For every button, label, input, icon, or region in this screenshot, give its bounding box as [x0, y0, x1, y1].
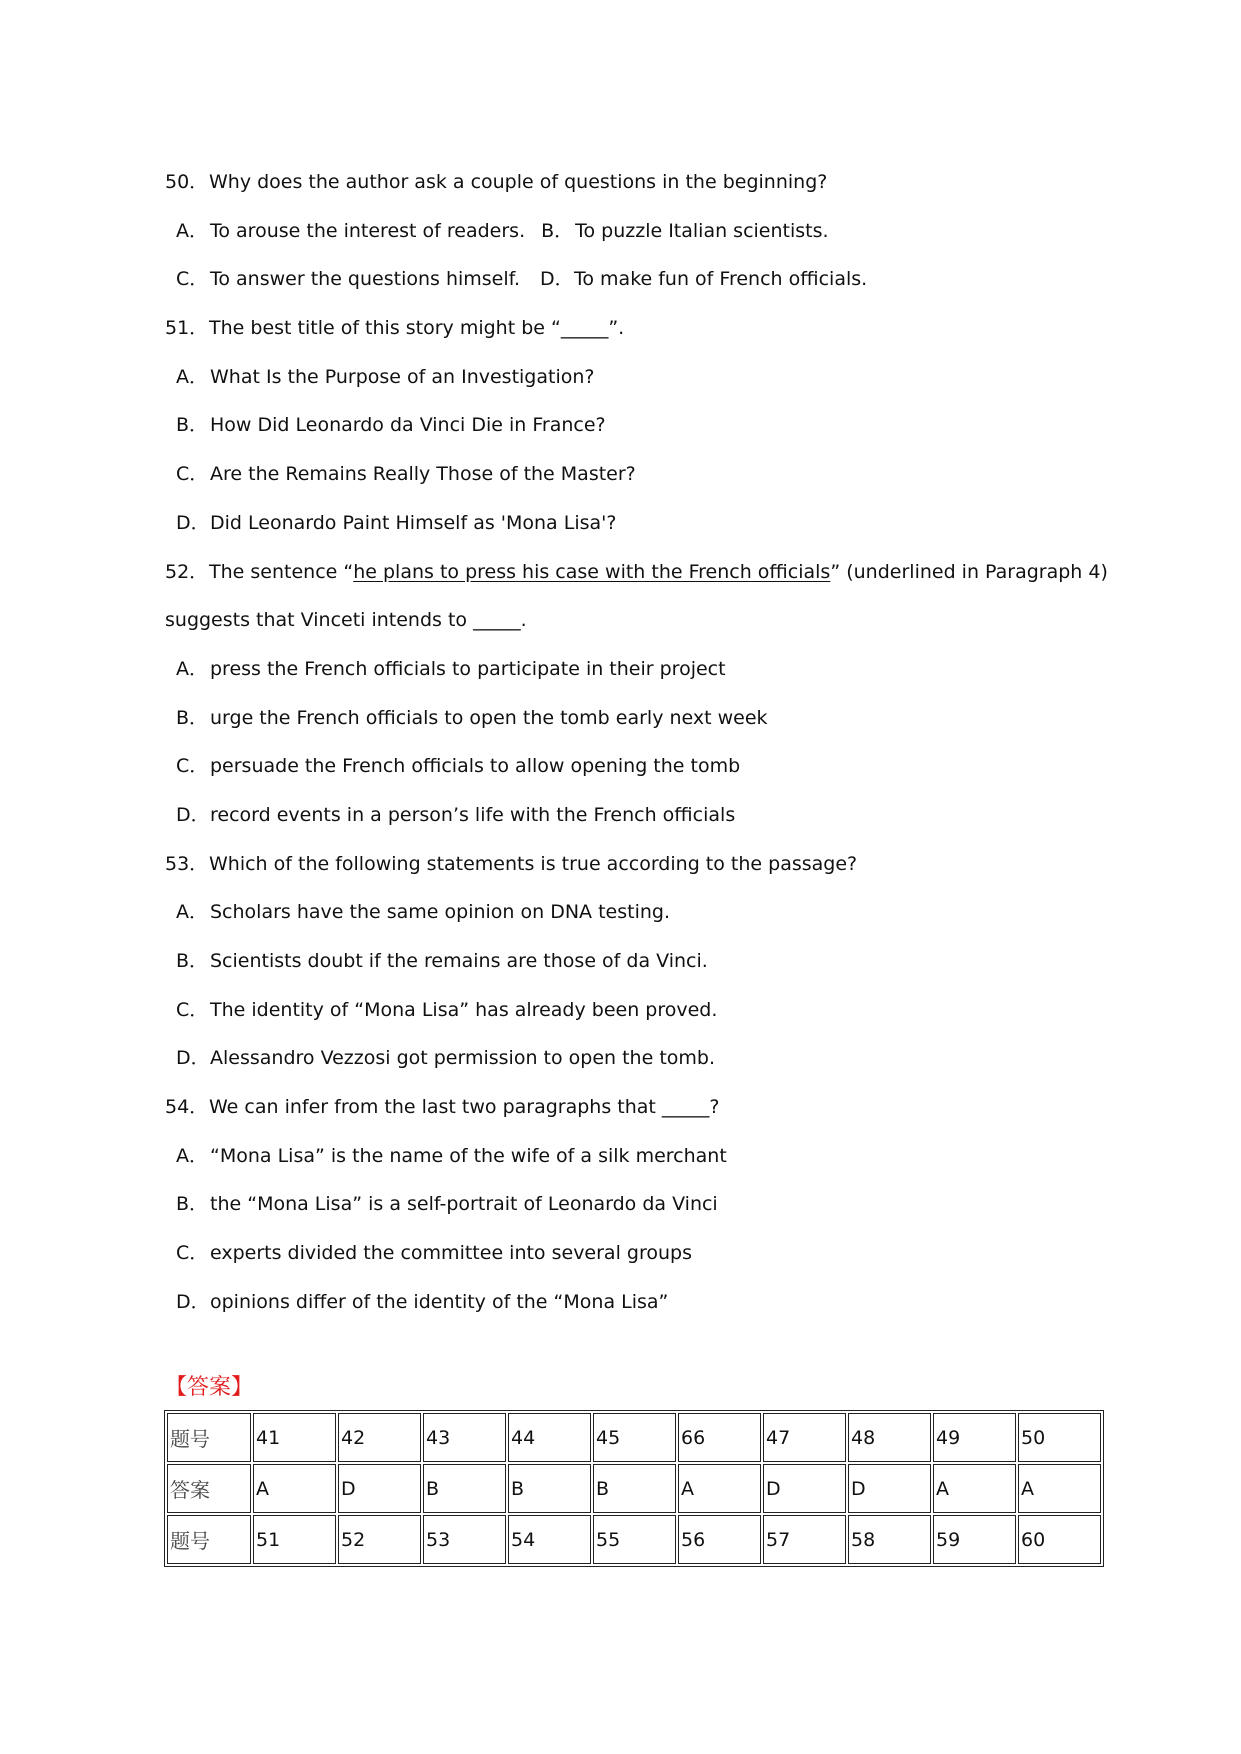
option-text: To puzzle Italian scientists.	[575, 219, 829, 242]
option-letter: C．	[176, 1242, 209, 1265]
answer-table-cell: 47	[763, 1413, 846, 1462]
question-number: 53．	[165, 852, 209, 875]
answer-table-cell: D	[763, 1464, 846, 1513]
option-letter: D．	[176, 803, 210, 826]
answer-table-cell: 50	[1018, 1413, 1101, 1462]
answer-table-cell: 45	[593, 1413, 676, 1462]
answer-table-cell: 53	[423, 1515, 506, 1564]
answer-table-cell: A	[933, 1464, 1016, 1513]
answer-table-row	[167, 1464, 1101, 1513]
answer-table-cell: 66	[678, 1413, 761, 1462]
option-text: What Is the Purpose of an Investigation?	[210, 365, 595, 388]
option-text: experts divided the committee into several groups	[210, 1242, 692, 1265]
option-text: Are the Remains Really Those of the Master?	[210, 463, 636, 486]
question-52-option-c	[165, 742, 1085, 791]
option-letter: B．	[176, 414, 209, 437]
question-50-options-row-2	[165, 255, 1085, 304]
answer-table-cell: D	[338, 1464, 421, 1513]
option-letter: C．	[176, 755, 209, 778]
answer-table-cell: D	[848, 1464, 931, 1513]
answer-table-cell: 49	[933, 1413, 1016, 1462]
question-54-option-c	[165, 1229, 1085, 1278]
answer-table-cell: 48	[848, 1413, 931, 1462]
answer-table-cell: B	[593, 1464, 676, 1513]
option-text: To arouse the interest of readers.	[210, 219, 526, 242]
question-54-stem	[165, 1083, 1085, 1132]
question-number: 51．	[165, 317, 209, 340]
answer-table-row	[167, 1413, 1101, 1462]
option-letter: D．	[176, 1290, 210, 1313]
option-text: “Mona Lisa” is the name of the wife of a silk merchant	[210, 1144, 727, 1167]
option-text: To answer the questions himself.	[210, 268, 520, 291]
answer-table-cell: 60	[1018, 1515, 1101, 1564]
option-letter: A．	[176, 901, 208, 924]
answer-table-cell: 42	[338, 1413, 421, 1462]
question-53-option-c	[165, 986, 1085, 1035]
question-number: 50．	[165, 171, 209, 193]
option-letter: C．	[176, 463, 209, 486]
option-text: record events in a person’s life with the French officials	[210, 803, 736, 826]
option-text: The identity of “Mona Lisa” has already been proved.	[210, 998, 718, 1021]
answer-table-cell: 57	[763, 1515, 846, 1564]
answer-table-cell: 56	[678, 1515, 761, 1564]
question-text-pre: The sentence “	[209, 560, 354, 583]
question-51-option-b	[165, 401, 1085, 450]
question-text: Why does the author ask a couple of questions in the beginning?	[209, 171, 828, 193]
answer-table-cell: B	[508, 1464, 591, 1513]
option-letter: C．	[176, 998, 209, 1021]
question-text: Which of the following statements is true according to the passage?	[209, 852, 858, 875]
question-51-option-c	[165, 450, 1085, 499]
option-letter: A．	[176, 219, 208, 242]
option-letter: B．	[176, 950, 209, 972]
question-51-option-d	[165, 499, 1085, 548]
answer-table-cell: 52	[338, 1515, 421, 1564]
option-letter: D．	[176, 511, 210, 534]
answer-table-cell: 55	[593, 1515, 676, 1564]
question-53-stem	[165, 840, 1085, 889]
answer-table-cell: 54	[508, 1515, 591, 1564]
option-letter: B．	[541, 219, 574, 242]
answer-table-cell: 51	[253, 1515, 336, 1564]
answer-table-cell: A	[1018, 1464, 1101, 1513]
answer-table-row-header: 题号	[167, 1515, 251, 1564]
question-text: We can infer from the last two paragraphs that _____?	[209, 1096, 720, 1119]
question-53-option-d	[165, 1034, 1085, 1083]
answer-table-cell: B	[423, 1464, 506, 1513]
underlined-sentence: he plans to press his case with the French officials	[353, 560, 831, 583]
question-52-stem	[165, 548, 1108, 597]
option-text: press the French officials to participate in their project	[210, 657, 726, 680]
question-50-stem	[165, 158, 1085, 207]
option-letter: C．	[176, 268, 209, 291]
answer-table-row	[167, 1515, 1101, 1564]
question-54-option-a	[165, 1132, 1085, 1181]
question-list	[165, 158, 1108, 1327]
question-52-stem-continued: suggests that Vinceti intends to _____.	[165, 609, 527, 632]
option-text: persuade the French officials to allow opening the tomb	[210, 755, 741, 778]
answer-table-cell: 58	[848, 1515, 931, 1564]
answer-table-row-header: 题号	[167, 1413, 251, 1462]
option-letter: B．	[176, 1193, 209, 1216]
answer-table	[164, 1410, 1104, 1567]
answer-table-cell: A	[678, 1464, 761, 1513]
option-text: the “Mona Lisa” is a self-portrait of Leonardo da Vinci	[210, 1193, 718, 1216]
option-text: opinions differ of the identity of the “Mona Lisa”	[210, 1290, 669, 1313]
answer-table-cell: 59	[933, 1515, 1016, 1564]
question-50-options-row-1	[165, 207, 1085, 256]
question-54-option-b	[165, 1180, 1085, 1229]
option-letter: A．	[176, 657, 208, 680]
option-letter: A．	[176, 365, 208, 388]
option-text: Alessandro Vezzosi got permission to open the tomb.	[210, 1047, 716, 1070]
answer-table-cell: 43	[423, 1413, 506, 1462]
answer-table-cell: 44	[508, 1413, 591, 1462]
question-53-option-a	[165, 888, 1085, 937]
question-52-option-a	[165, 645, 1085, 694]
question-52-option-b	[165, 694, 1085, 743]
question-54-option-d	[165, 1278, 1085, 1327]
option-text: To make fun of French officials.	[574, 268, 868, 291]
question-number: 52．	[165, 560, 209, 583]
question-52-option-d	[165, 791, 1085, 840]
option-letter: A．	[176, 1144, 208, 1167]
question-51-option-a	[165, 353, 1085, 402]
answer-table-cell: A	[253, 1464, 336, 1513]
option-text: Did Leonardo Paint Himself as 'Mona Lisa'?	[210, 511, 617, 534]
option-letter: D．	[540, 268, 574, 291]
option-letter: B．	[176, 706, 209, 729]
question-53-option-b	[165, 937, 1085, 986]
answer-table-cell: 41	[253, 1413, 336, 1462]
question-text: The best title of this story might be “_____”.	[209, 317, 625, 340]
option-text: Scholars have the same opinion on DNA testing.	[210, 901, 670, 924]
question-text-post: ” (underlined in Paragraph 4)	[830, 560, 1108, 583]
question-51-stem	[165, 304, 1085, 353]
question-number: 54．	[165, 1096, 209, 1119]
answer-section-title: 【答案】	[165, 1375, 254, 1400]
answer-table-row-header: 答案	[167, 1464, 251, 1513]
option-text: Scientists doubt if the remains are those of da Vinci.	[210, 950, 708, 972]
option-text: urge the French officials to open the tomb early next week	[210, 706, 768, 729]
option-letter: D．	[176, 1047, 210, 1070]
option-text: How Did Leonardo da Vinci Die in France?	[210, 414, 606, 437]
